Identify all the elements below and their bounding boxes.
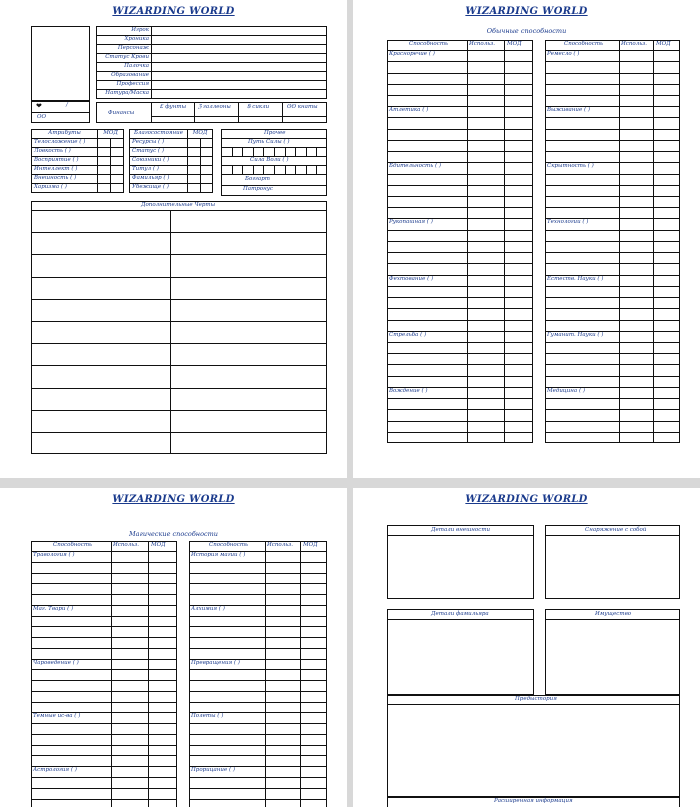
ability-label: История магии ( ) (191, 552, 246, 558)
familiar-box[interactable] (387, 609, 534, 695)
stat-row (32, 166, 124, 175)
appearance-box[interactable] (387, 525, 534, 599)
extended-info-label: Расширенная информация (494, 798, 573, 804)
finances-label: Финансы (108, 110, 135, 116)
mod-col-header: МОД (303, 542, 318, 548)
health-slash: / (66, 102, 68, 108)
page-title: WIZARDING WORLD (112, 494, 235, 505)
profile-row (97, 27, 327, 36)
ability-label: Естеств. Науки ( ) (547, 275, 604, 282)
stat-row (130, 184, 213, 193)
profile-field-value[interactable] (152, 54, 327, 63)
ability-label: Полеты ( ) (191, 713, 224, 720)
ability-label: Ремесло ( ) (547, 51, 580, 57)
ability-label: Темные ис-ва ( ) (33, 713, 81, 720)
stat-mod-cell[interactable] (200, 166, 213, 175)
stat-label: Союзники ( ) (130, 157, 188, 166)
profile-field-value[interactable] (152, 72, 327, 81)
ability-col-header: Способность (209, 542, 249, 548)
ability-label: Технологии ( ) (547, 219, 589, 226)
stat-row (130, 166, 213, 175)
stat-mod-cell[interactable] (188, 157, 201, 166)
stat-mod-cell[interactable] (188, 175, 201, 184)
sheet-page-3 (0, 488, 347, 807)
ability-col-header: Способность (564, 41, 604, 47)
stat-row (130, 148, 213, 157)
extra-traits-box (31, 201, 327, 454)
profile-field-value[interactable] (152, 90, 327, 99)
ability-label: Выживание ( ) (547, 107, 591, 114)
stat-label: Телосложение ( ) (32, 139, 98, 148)
stat-label: Интеллект ( ) (32, 166, 98, 175)
attributes-header: Атрибуты (32, 130, 98, 139)
backgrounds-mod-header: МОД (188, 130, 213, 139)
profile-field-value[interactable] (152, 27, 327, 36)
ability-label: Медицина ( ) (547, 387, 585, 394)
stat-row (32, 184, 124, 193)
profile-field-label: Хроника (97, 36, 152, 45)
profile-row (97, 54, 327, 63)
sheet-page-1 (0, 0, 347, 478)
property-label: Имущество (595, 611, 632, 617)
use-col-header: Использ. (469, 41, 495, 47)
path-boxes[interactable] (221, 147, 327, 156)
health-oo: OO (37, 114, 47, 120)
profile-row (97, 90, 327, 99)
use-col-header: Использ. (267, 542, 293, 548)
profile-row (97, 81, 327, 90)
profile-field-label: Игрок (97, 27, 152, 36)
stat-label: Убежище ( ) (130, 184, 188, 193)
page-title: WIZARDING WORLD (465, 6, 588, 17)
use-col-header: Использ. (621, 41, 647, 47)
other-boggart: Боггарт (245, 176, 270, 182)
stat-mod-cell[interactable] (111, 148, 124, 157)
profile-field-value[interactable] (152, 45, 327, 54)
extra-traits-header: Дополнительные Черты (141, 202, 216, 208)
stat-mod-cell[interactable] (98, 148, 111, 157)
stat-mod-cell[interactable] (98, 139, 111, 148)
ability-label: Маг. Твари ( ) (33, 605, 74, 612)
stat-label: Внешность ( ) (32, 175, 98, 184)
stat-mod-cell[interactable] (200, 157, 213, 166)
ability-col-header: Способность (53, 542, 93, 548)
backstory-label: Предыстория (515, 696, 557, 702)
stat-mod-cell[interactable] (98, 166, 111, 175)
stat-label: Фамильяр ( ) (130, 175, 188, 184)
familiar-label: Детали фамильяра (431, 611, 489, 617)
sheet-page-2 (353, 0, 700, 478)
stat-mod-cell[interactable] (188, 184, 201, 193)
profile-row (97, 36, 327, 45)
stat-mod-cell[interactable] (200, 139, 213, 148)
stat-mod-cell[interactable] (188, 139, 201, 148)
profile-table (96, 26, 327, 99)
sheet-page-4 (353, 488, 700, 807)
stat-label: Статус ( ) (130, 148, 188, 157)
profile-field-label: Статус Крови (97, 54, 152, 63)
stat-mod-cell[interactable] (200, 148, 213, 157)
use-col-header: Использ. (113, 542, 139, 548)
ability-label: Фехтование ( ) (389, 275, 434, 282)
stat-mod-cell[interactable] (98, 175, 111, 184)
stat-label: Восприятие ( ) (32, 157, 98, 166)
stat-mod-cell[interactable] (98, 184, 111, 193)
profile-field-value[interactable] (152, 63, 327, 72)
profile-field-label: Персонаж (97, 45, 152, 54)
magic-abilities-subtitle: Магические способности (129, 530, 218, 538)
ability-label: Атлетика ( ) (389, 107, 429, 114)
stat-row (32, 175, 124, 184)
common-abilities-subtitle: Обычные способности (486, 27, 567, 35)
profile-field-label: Профессия (97, 81, 152, 90)
ability-label: Прорицание ( ) (191, 767, 236, 774)
stat-mod-cell[interactable] (111, 175, 124, 184)
currency-sickles: Ꞩ сикли (247, 104, 270, 110)
currency-galleons: ℨ галлеоны (198, 104, 231, 110)
ability-label: Гуманит. Науки ( ) (547, 331, 604, 338)
portrait-box[interactable] (31, 26, 90, 101)
profile-field-label: Образование (97, 72, 152, 81)
stat-row (130, 157, 213, 166)
ability-col-header: Способность (409, 41, 449, 47)
profile-field-value[interactable] (152, 36, 327, 45)
property-box[interactable] (545, 609, 680, 695)
currency-knuts: ʘʘ кнаты (287, 104, 318, 110)
stat-label: Ловкость ( ) (32, 148, 98, 157)
stat-mod-cell[interactable] (200, 184, 213, 193)
ability-label: Вождение ( ) (389, 387, 428, 394)
stat-label: Харизма ( ) (32, 184, 98, 193)
ability-label: Превращения ( ) (191, 659, 240, 666)
ability-label: Астрология ( ) (33, 767, 77, 774)
stat-mod-cell[interactable] (188, 166, 201, 175)
equipment-label: Снаряжение с собой (585, 527, 647, 533)
stat-mod-cell[interactable] (111, 184, 124, 193)
profile-row (97, 72, 327, 81)
stat-mod-cell[interactable] (111, 166, 124, 175)
mod-col-header: МОД (507, 41, 522, 47)
other-willpower: Сила Воли ( ) (250, 157, 289, 163)
stat-row (32, 148, 124, 157)
profile-field-label: Палочка (97, 63, 152, 72)
backstory-box[interactable] (387, 695, 680, 797)
ability-label: Чароведение ( ) (33, 659, 79, 666)
backgrounds-table (129, 129, 213, 193)
profile-field-label: Натура/Маска (97, 90, 152, 99)
stat-row (32, 139, 124, 148)
profile-field-value[interactable] (152, 81, 327, 90)
other-header: Прочее (264, 130, 286, 136)
attributes-table (31, 129, 124, 193)
stat-label: Ресурсы ( ) (130, 139, 188, 148)
mod-col-header: МОД (656, 41, 671, 47)
ability-label: Травология ( ) (33, 552, 75, 558)
profile-row (97, 45, 327, 54)
stat-mod-cell[interactable] (111, 139, 124, 148)
stat-mod-cell[interactable] (188, 148, 201, 157)
backgrounds-header: Благосостояние (130, 130, 188, 139)
profile-row (97, 63, 327, 72)
page-title: WIZARDING WORLD (465, 494, 588, 505)
currency-pounds: £ фунты (160, 104, 187, 110)
heart-icon: ❤ (36, 102, 42, 110)
ability-label: Стрельба ( ) (389, 331, 427, 338)
stat-mod-cell[interactable] (111, 157, 124, 166)
willpower-boxes[interactable] (221, 165, 327, 174)
mod-col-header: МОД (151, 542, 166, 548)
page-title: WIZARDING WORLD (112, 6, 235, 17)
stat-mod-cell[interactable] (98, 157, 111, 166)
other-patronus: Патронус (243, 186, 274, 192)
ability-label: Скрытность ( ) (547, 163, 594, 170)
stat-label: Титул ( ) (130, 166, 188, 175)
equipment-box[interactable] (545, 525, 680, 599)
ability-label: Бдительность ( ) (389, 163, 442, 170)
stat-row (32, 157, 124, 166)
appearance-label: Детали внешности (431, 527, 491, 533)
ability-label: Алхимия ( ) (191, 605, 225, 612)
stat-row (130, 139, 213, 148)
attributes-mod-header: МОД (98, 130, 124, 139)
stat-row (130, 175, 213, 184)
ability-label: Рукопашная ( ) (389, 219, 433, 226)
stat-mod-cell[interactable] (200, 175, 213, 184)
ability-label: Красноречие ( ) (389, 51, 435, 57)
other-willpath: Путь Силы ( ) (248, 139, 290, 145)
